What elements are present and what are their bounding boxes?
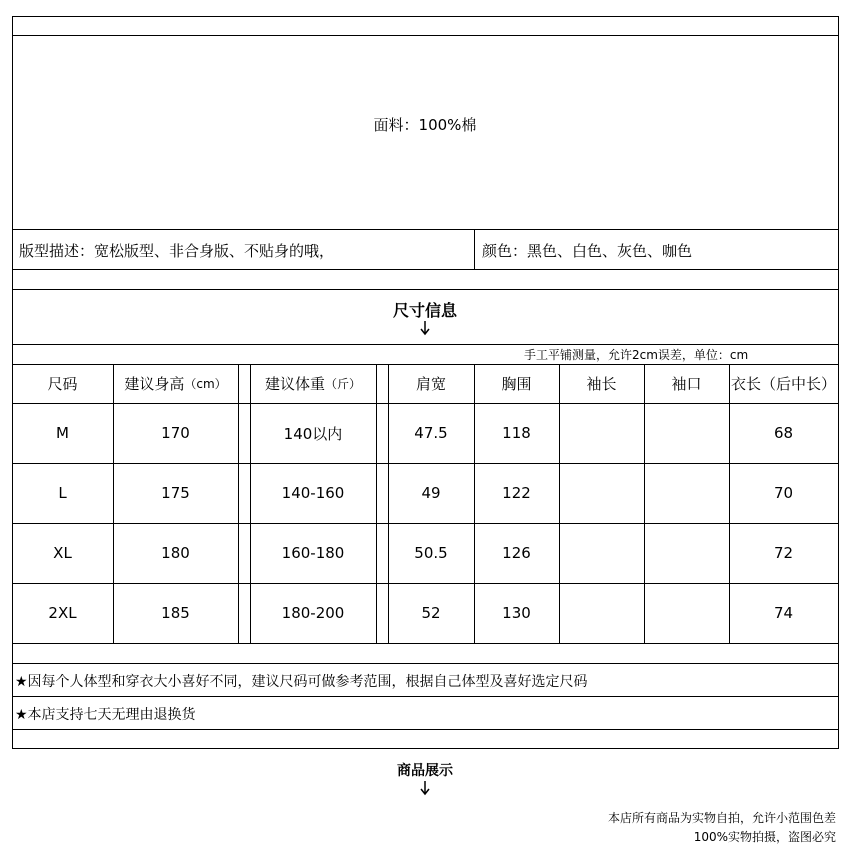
cell-weight: 160-180 xyxy=(281,544,345,562)
border-line xyxy=(12,229,839,230)
fabric-text: 面料：100%棉 xyxy=(373,116,477,134)
cell-cuff xyxy=(644,523,729,583)
header-chest: 胸围 xyxy=(501,375,532,393)
header-weight xyxy=(250,364,376,403)
cell-chest: 130 xyxy=(502,604,531,622)
cell-shoulder: 50.5 xyxy=(414,544,448,562)
cell-sleeve-length xyxy=(559,403,644,463)
down-arrow-icon xyxy=(419,780,431,796)
border-line xyxy=(12,344,839,345)
cell-height: 170 xyxy=(161,424,190,442)
border-line xyxy=(12,643,839,644)
cell-shoulder: 52 xyxy=(421,604,441,622)
header-weight-unit: （斤） xyxy=(325,377,362,391)
cell-size: 2XL xyxy=(48,604,77,622)
cell-weight: 140以内 xyxy=(283,424,343,443)
cell-cuff xyxy=(644,403,729,463)
header-height xyxy=(113,364,238,403)
border-line xyxy=(12,269,839,270)
header-height-label: 建议身高 xyxy=(124,375,185,393)
cell-shoulder: 49 xyxy=(421,484,441,502)
footer-line-1: 本店所有商品为实物自拍，允许小范围色差 xyxy=(607,811,836,825)
measure-note: 手工平铺测量，允许2cm误差，单位：cm xyxy=(524,348,749,362)
cell-divider xyxy=(474,229,475,270)
header-shoulder: 肩宽 xyxy=(415,375,446,393)
border-bottom xyxy=(12,748,839,749)
cell-size: L xyxy=(58,484,67,502)
cell-cuff xyxy=(644,583,729,643)
cell-cuff xyxy=(644,463,729,523)
border-line xyxy=(12,289,839,290)
down-arrow-icon xyxy=(419,320,431,336)
cell-sleeve-length xyxy=(559,463,644,523)
header-weight-label: 建议体重 xyxy=(264,375,325,393)
border-line xyxy=(12,35,839,36)
cell-height: 185 xyxy=(161,604,190,622)
cell-chest: 118 xyxy=(502,424,531,442)
cell-length: 70 xyxy=(773,484,794,502)
border-line xyxy=(12,696,839,697)
size-info-title: 尺寸信息 xyxy=(392,301,457,320)
cell-sleeve-length xyxy=(559,583,644,643)
fit-description: 版型描述：宽松版型、非合身版、不贴身的哦， xyxy=(19,242,335,260)
cell-weight: 180-200 xyxy=(281,604,345,622)
header-length: 衣长（后中长） xyxy=(730,375,836,393)
border-line xyxy=(12,729,839,730)
cell-length: 72 xyxy=(773,544,794,562)
cell-height: 180 xyxy=(161,544,190,562)
column-divider xyxy=(238,364,239,644)
border-line xyxy=(12,663,839,664)
note-size-advice: ★因每个人体型和穿衣大小喜好不同，建议尺码可做参考范围，根据自己体型及喜好选定尺码 xyxy=(15,674,588,690)
cell-chest: 122 xyxy=(502,484,531,502)
column-divider xyxy=(376,364,377,644)
cell-shoulder: 47.5 xyxy=(414,424,448,442)
product-display-title: 商品展示 xyxy=(397,763,453,779)
cell-length: 74 xyxy=(773,604,794,622)
header-size: 尺码 xyxy=(47,375,78,393)
cell-height: 175 xyxy=(161,484,190,502)
cell-sleeve-length xyxy=(559,523,644,583)
cell-chest: 126 xyxy=(502,544,531,562)
header-height-unit: （cm） xyxy=(184,377,227,391)
footer-line-2: 100%实物拍摄，盗图必究 xyxy=(693,830,836,844)
colors-text: 颜色：黑色、白色、灰色、咖色 xyxy=(482,242,693,260)
header-sleeve-length: 袖长 xyxy=(586,375,617,393)
header-cuff: 袖口 xyxy=(671,375,702,393)
cell-size: XL xyxy=(53,544,72,562)
cell-weight: 140-160 xyxy=(281,484,345,502)
border-top xyxy=(12,16,839,17)
cell-length: 68 xyxy=(773,424,794,442)
cell-size: M xyxy=(56,424,69,442)
note-return-policy: ★本店支持七天无理由退换货 xyxy=(15,707,196,723)
